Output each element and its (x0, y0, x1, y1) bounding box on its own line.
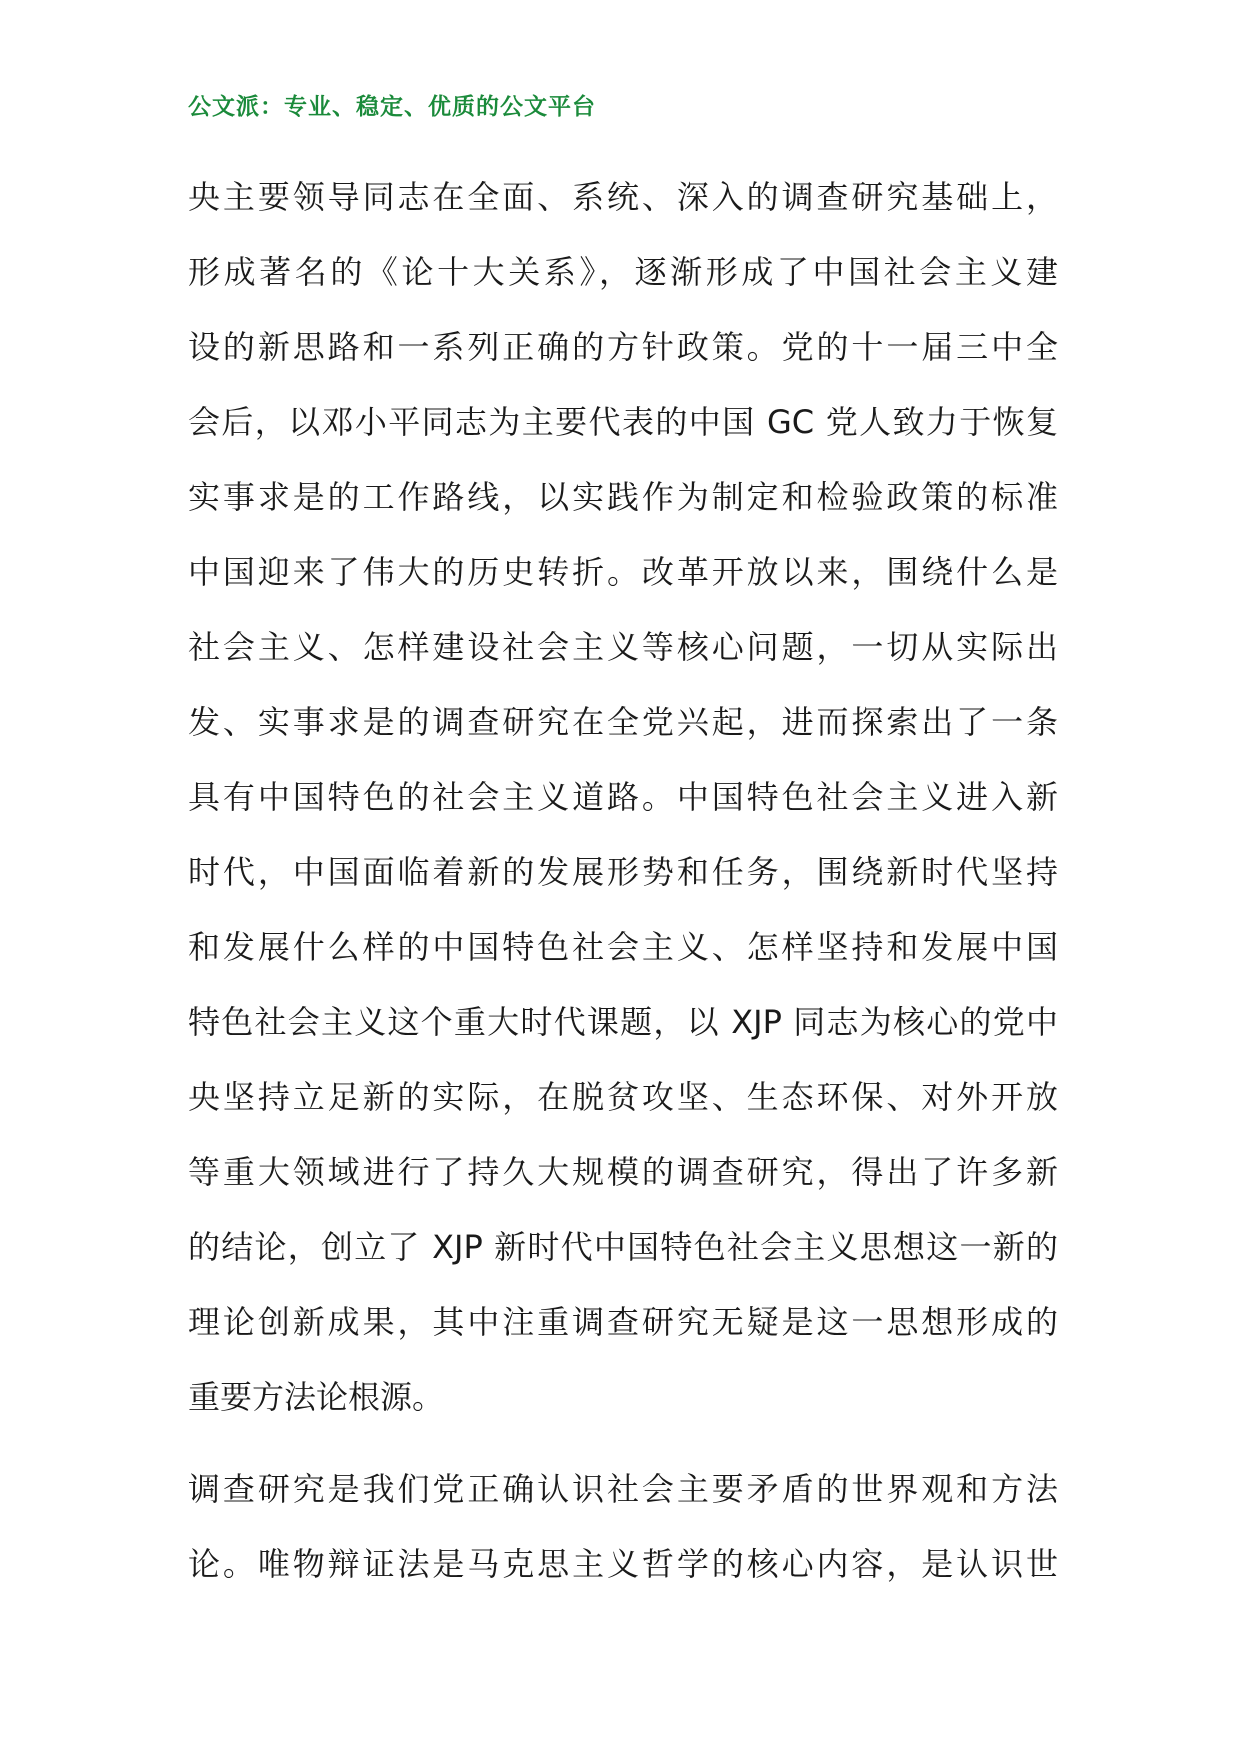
paragraph-line: 央主要领导同志在全面、系统、深入的调查研究基础上， (188, 178, 1058, 216)
site-tagline: 公文派：专业、稳定、优质的公文平台 (188, 93, 596, 120)
paragraph-line: 和发展什么样的中国特色社会主义、怎样坚持和发展中国 (188, 928, 1058, 966)
paragraph-line: 设的新思路和一系列正确的方针政策。党的十一届三中全 (188, 328, 1058, 366)
paragraph-line: 形成著名的《论十大关系》，逐渐形成了中国社会主义建 (188, 253, 1058, 291)
paragraph-line: 实事求是的工作路线，以实践作为制定和检验政策的标准 (188, 478, 1058, 516)
paragraph-line: 会后，以邓小平同志为主要代表的中国 GC 党人致力于恢复 (188, 403, 1058, 441)
paragraph-line: 社会主义、怎样建设社会主义等核心问题，一切从实际出 (188, 628, 1058, 666)
paragraph-line: 理论创新成果，其中注重调查研究无疑是这一思想形成的 (188, 1303, 1058, 1341)
paragraph-line: 等重大领域进行了持久大规模的调查研究，得出了许多新 (188, 1153, 1058, 1191)
paragraph-line: 发、实事求是的调查研究在全党兴起，进而探索出了一条 (188, 703, 1058, 741)
paragraph-line: 央坚持立足新的实际，在脱贫攻坚、生态环保、对外开放 (188, 1078, 1058, 1116)
paragraph-line: 论。唯物辩证法是马克思主义哲学的核心内容，是认识世 (188, 1545, 1058, 1583)
paragraph-line: 中国迎来了伟大的历史转折。改革开放以来，围绕什么是 (188, 553, 1058, 591)
paragraph-line: 调查研究是我们党正确认识社会主要矛盾的世界观和方法 (188, 1470, 1058, 1508)
paragraph-line: 时代，中国面临着新的发展形势和任务，围绕新时代坚持 (188, 853, 1058, 891)
paragraph-line: 重要方法论根源。 (188, 1378, 445, 1416)
body-paragraph-1 (188, 160, 1058, 1435)
paragraph-line: 特色社会主义这个重大时代课题，以 XJP 同志为核心的党中 (188, 1003, 1058, 1041)
paragraph-line: 的结论，创立了 XJP 新时代中国特色社会主义思想这一新的 (188, 1228, 1058, 1266)
body-paragraph-2 (188, 1452, 1058, 1602)
paragraph-line: 具有中国特色的社会主义道路。中国特色社会主义进入新 (188, 778, 1058, 816)
